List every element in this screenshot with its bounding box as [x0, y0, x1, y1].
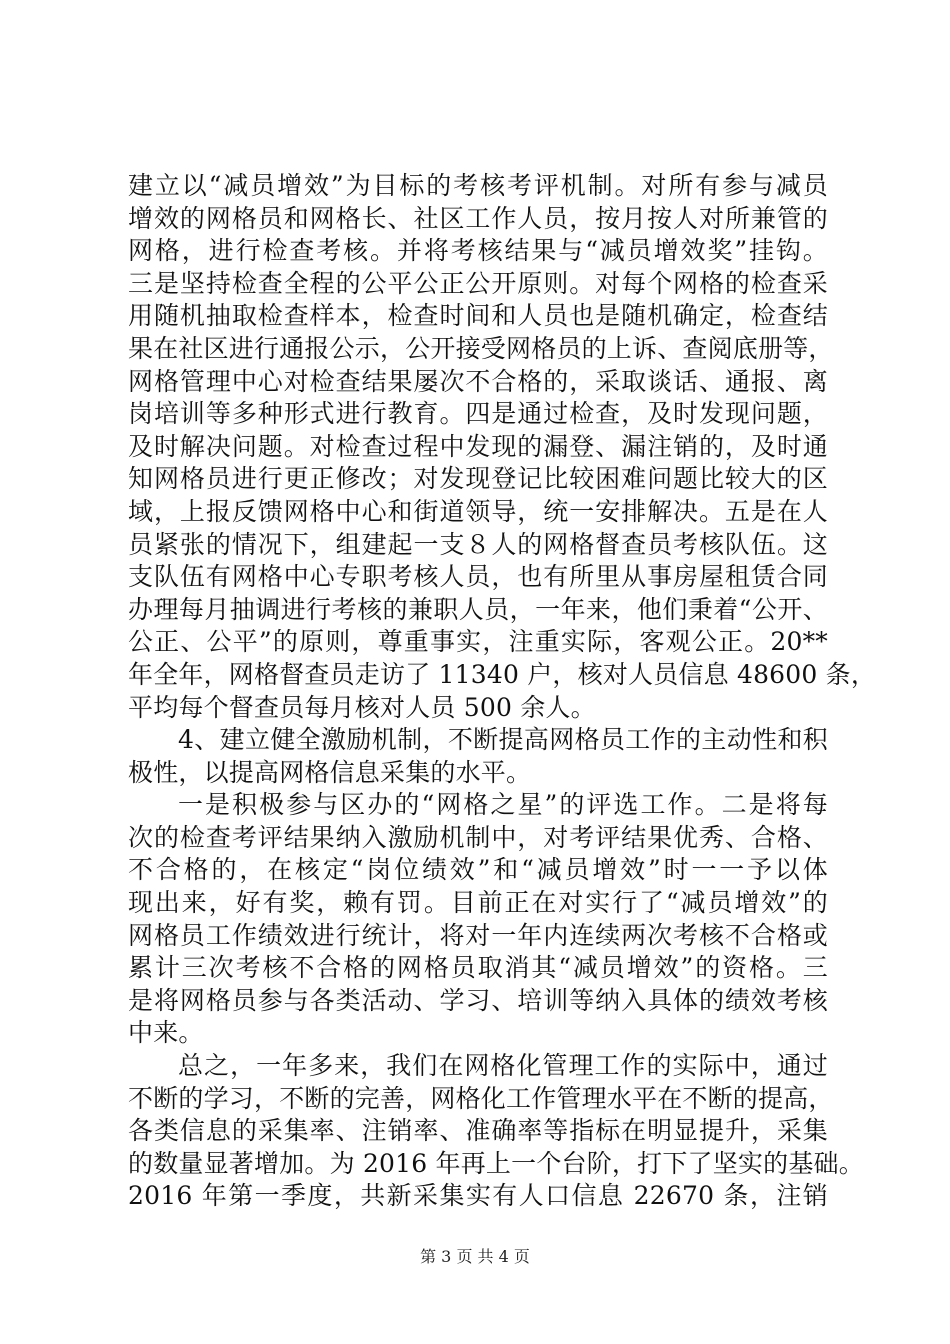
text-line: 平均每个督查员每月核对人员 500 余人。 [128, 692, 596, 722]
text-line: 网格管理中心对检查结果屡次不合格的，采取谈话、通报、离 [128, 366, 828, 396]
page-number-footer: 第 3 页 共 4 页 [420, 1247, 530, 1266]
text-line: 知网格员进行更正修改；对发现登记比较困难问题比较大的区 [128, 464, 828, 494]
paragraph-start: 总之，一年多来，我们在网格化管理工作的实际中，通过 [178, 1051, 828, 1081]
text-line: 建立以“减员增效”为目标的考核考评机制。对所有参与减员 [128, 171, 828, 200]
text-line: 员紧张的情况下，组建起一支８人的网格督查员考核队伍。这 [128, 529, 828, 559]
text-line: 果在社区进行通报公示，公开接受网格员的上诉、查阅底册等， [128, 333, 834, 363]
text-line: 用随机抽取检查样本，检查时间和人员也是随机确定，检查结 [128, 301, 828, 331]
text-line: 支队伍有网格中心专职考核人员，也有所里从事房屋租赁合同 [128, 562, 828, 592]
text-line: 中来。 [128, 1018, 204, 1048]
text-line: 累计三次考核不合格的网格员取消其“减员增效”的资格。三 [128, 953, 828, 983]
document-body [128, 170, 877, 1213]
text-line: 不断的学习，不断的完善，网格化工作管理水平在不断的提高， [128, 1083, 834, 1113]
paragraph-start: 一是积极参与区办的“网格之星”的评选工作。二是将每 [178, 790, 828, 820]
section-heading: 4、建立健全激励机制，不断提高网格员工作的主动性和积 [178, 725, 828, 755]
text-line: 年全年，网格督查员走访了 11340 户，核对人员信息 48600 条， [128, 659, 877, 689]
text-line: 三是坚持检查全程的公平公正公开原则。对每个网格的检查采 [128, 268, 828, 298]
text-line: 增效的网格员和网格长、社区工作人员，按月按人对所兼管的 [128, 203, 828, 233]
text-line: 岗培训等多种形式进行教育。四是通过检查，及时发现问题， [128, 399, 828, 429]
text-line: 极性，以提高网格信息采集的水平。 [128, 757, 532, 787]
text-line: 不合格的，在核定“岗位绩效”和“减员增效”时一一予以体 [128, 855, 828, 885]
text-line: 办理每月抽调进行考核的兼职人员，一年来，他们秉着“公开、 [128, 594, 828, 624]
text-line: 各类信息的采集率、注销率、准确率等指标在明显提升，采集 [128, 1116, 828, 1146]
text-line: 网格员工作绩效进行统计，将对一年内连续两次考核不合格或 [128, 920, 828, 950]
text-line: 2016 年第一季度，共新采集实有人口信息 22670 条，注销 [128, 1181, 828, 1211]
text-line: 现出来，好有奖，赖有罚。目前正在对实行了“减员增效”的 [128, 888, 828, 918]
text-line: 公正、公平”的原则，尊重事实，注重实际，客观公正。20** [128, 627, 828, 657]
text-line: 是将网格员参与各类活动、学习、培训等纳入具体的绩效考核 [128, 985, 828, 1015]
text-line: 次的检查考评结果纳入激励机制中，对考评结果优秀、合格、 [128, 822, 828, 852]
text-line: 网格，进行检查考核。并将考核结果与“减员增效奖”挂钩。 [128, 236, 828, 266]
text-line: 的数量显著增加。为 2016 年再上一个台阶，打下了坚实的基础。 [128, 1148, 864, 1178]
text-line: 及时解决问题。对检查过程中发现的漏登、漏注销的，及时通 [128, 431, 828, 461]
text-line: 域，上报反馈网格中心和街道领导，统一安排解决。五是在人 [128, 496, 828, 526]
